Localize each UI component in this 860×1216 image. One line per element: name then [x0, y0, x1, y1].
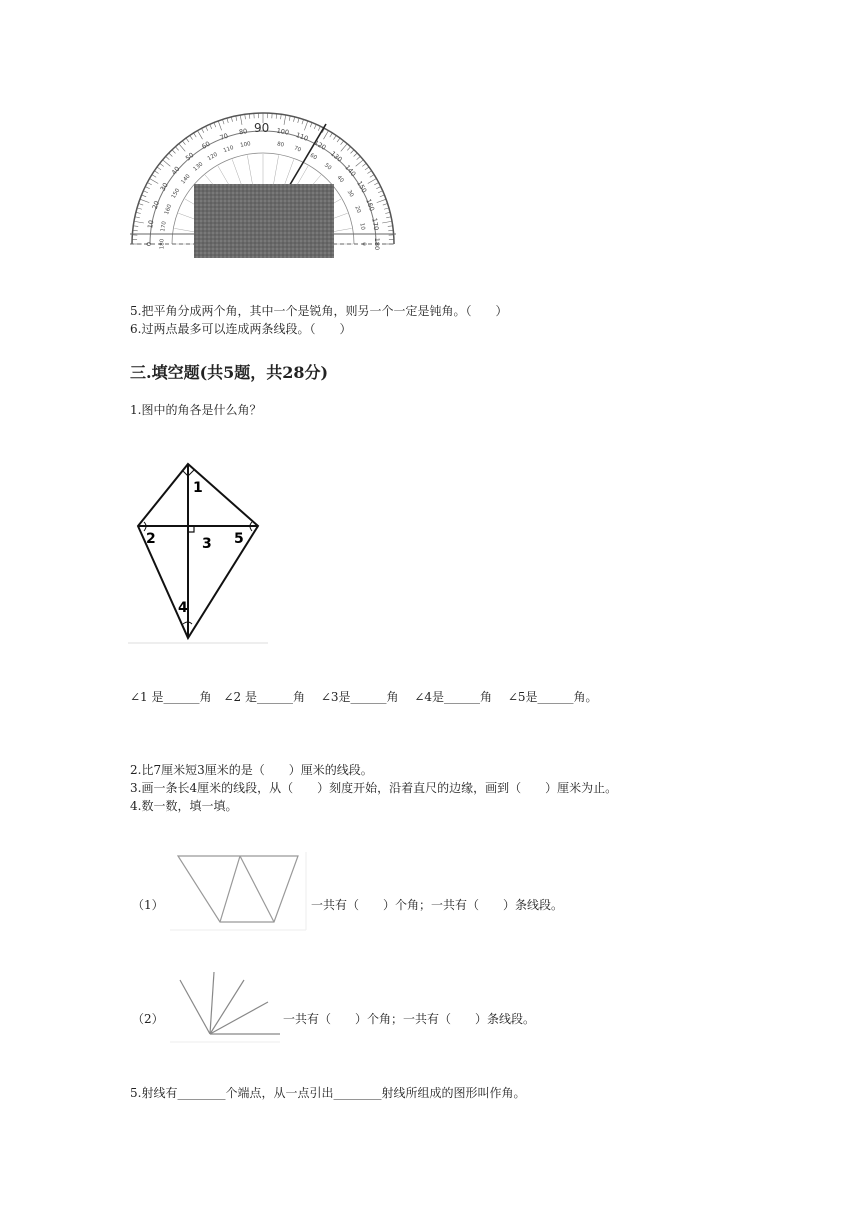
fill-q1: 1.图中的角各是什么角？: [130, 403, 262, 417]
protractor-scale-label: 20: [353, 205, 362, 214]
protractor-tick: [377, 199, 386, 202]
fill-q2: 2.比7厘米短3厘米的是（ ）厘米的线段。: [130, 763, 373, 777]
protractor-scale-label: 0: [145, 241, 153, 247]
protractor-scale-label: 80: [238, 127, 248, 137]
protractor-scale-label: 100: [275, 126, 290, 137]
protractor-tick: [304, 121, 307, 130]
angle-label-1: 1: [193, 480, 203, 496]
protractor-figure: [128, 112, 398, 262]
kite-figure: [128, 460, 273, 650]
protractor-scale-label: 110: [294, 130, 310, 143]
angle-label-4: 4: [178, 600, 188, 616]
q4-2-text: 一共有（ ）个角；一共有（ ）条线段。: [283, 1012, 536, 1026]
protractor-scale-label: 40: [335, 174, 345, 185]
fill-q5: 5.射线有________个端点，从一点引出________射线所组成的图形叫作角。: [130, 1086, 526, 1100]
protractor-scale-label: 60: [308, 152, 318, 162]
rays-figure: [170, 966, 285, 1044]
protractor-scale-label: 30: [158, 181, 170, 193]
q4-1-text: 一共有（ ）个角；一共有（ ）条线段。: [311, 898, 564, 912]
protractor-tick: [133, 226, 138, 227]
protractor-radial: [284, 159, 294, 187]
protractor-scale-label: 60: [200, 139, 212, 151]
fill-q4: 4.数一数，填一填。: [130, 799, 238, 813]
protractor-scale-label: 30: [345, 189, 355, 199]
protractor-scale-label: 180: [159, 238, 166, 250]
protractor-tick: [198, 131, 203, 140]
protractor-scale-label: 100: [239, 141, 252, 149]
protractor-tick: [385, 212, 390, 213]
protractor-scale-label: 130: [328, 149, 344, 164]
protractor-tick: [140, 199, 149, 202]
protractor-tick: [341, 144, 347, 152]
q4-1-label: （1）: [132, 898, 164, 912]
protractor-tick: [386, 217, 391, 218]
protractor-center-label: 90: [254, 121, 270, 135]
protractor-scale-label: 120: [312, 138, 328, 152]
angle-label-3: 3: [202, 536, 212, 552]
angle-label-2: 2: [146, 531, 156, 547]
protractor-scale-label: 50: [322, 162, 333, 172]
protractor-tick: [136, 212, 141, 213]
protractor-scale-label: 140: [343, 163, 358, 179]
protractor-scale-label: 110: [222, 144, 235, 155]
protractor-scale-label: 120: [206, 151, 219, 163]
protractor-tick: [284, 115, 286, 125]
protractor-scale-label: 20: [150, 199, 162, 211]
fill-q3: 3.画一条长4厘米的线段，从（ ）刻度开始，沿着直尺的边缘，画到（ ）厘米为止。: [130, 781, 618, 795]
protractor-scale-label: 40: [169, 164, 182, 177]
protractor-tick: [218, 121, 221, 130]
protractor-scale-label: 140: [180, 173, 192, 186]
protractor-tick: [134, 221, 144, 223]
protractor-tick: [240, 115, 242, 125]
protractor-tick: [388, 226, 393, 227]
protractor-scale-label: 70: [293, 145, 302, 154]
protractor-scale-label: 160: [163, 203, 174, 216]
protractor-tick: [179, 144, 185, 152]
angle-answers: ∠1 是______角 ∠2 是______角 ∠3是______角 ∠4是______角 ∠5是______角。: [130, 690, 598, 704]
judge-q6: 6.过两点最多可以连成两条线段。（ ）: [130, 322, 352, 336]
protractor-tick: [133, 230, 138, 231]
protractor-radial: [247, 155, 252, 185]
protractor-tick: [152, 175, 156, 178]
protractor-scale-label: 150: [355, 179, 369, 195]
protractor-radial: [232, 159, 242, 187]
protractor-tick: [154, 171, 158, 174]
protractor-scale-label: 10: [358, 222, 366, 231]
q4-2-label: （2）: [132, 1012, 164, 1026]
parallelogram-figure: [170, 850, 310, 932]
protractor-tick: [324, 131, 329, 140]
protractor-tick: [150, 179, 159, 184]
protractor-scale-label: 70: [218, 131, 230, 143]
protractor-tick: [368, 179, 377, 184]
protractor-scale-label: 170: [370, 217, 381, 232]
protractor-scale-label: 0: [360, 242, 367, 246]
protractor-scale-label: 160: [364, 197, 377, 213]
protractor-scale-label: 80: [276, 141, 285, 149]
protractor-tick: [135, 217, 140, 218]
protractor-scale-label: 10: [146, 219, 156, 229]
protractor-scale-label: 130: [192, 161, 205, 173]
protractor-tick: [163, 160, 171, 166]
protractor-scale-label: 50: [183, 150, 196, 163]
protractor-scale-label: 150: [170, 187, 182, 200]
angle-label-5: 5: [234, 531, 244, 547]
protractor-tick: [356, 160, 364, 166]
section-title: 三.填空题(共5题，共28分): [130, 363, 329, 382]
protractor-tick: [367, 171, 371, 174]
protractor-radial: [273, 155, 278, 185]
judge-q5: 5.把平角分成两个角，其中一个是锐角，则另一个一定是钝角。（ ）: [130, 304, 508, 318]
protractor-tick: [370, 175, 374, 178]
protractor-scale-label: 170: [160, 220, 168, 233]
protractor-tick: [388, 230, 393, 231]
protractor-scale-label: 180: [373, 237, 381, 251]
protractor-tick: [382, 221, 392, 223]
